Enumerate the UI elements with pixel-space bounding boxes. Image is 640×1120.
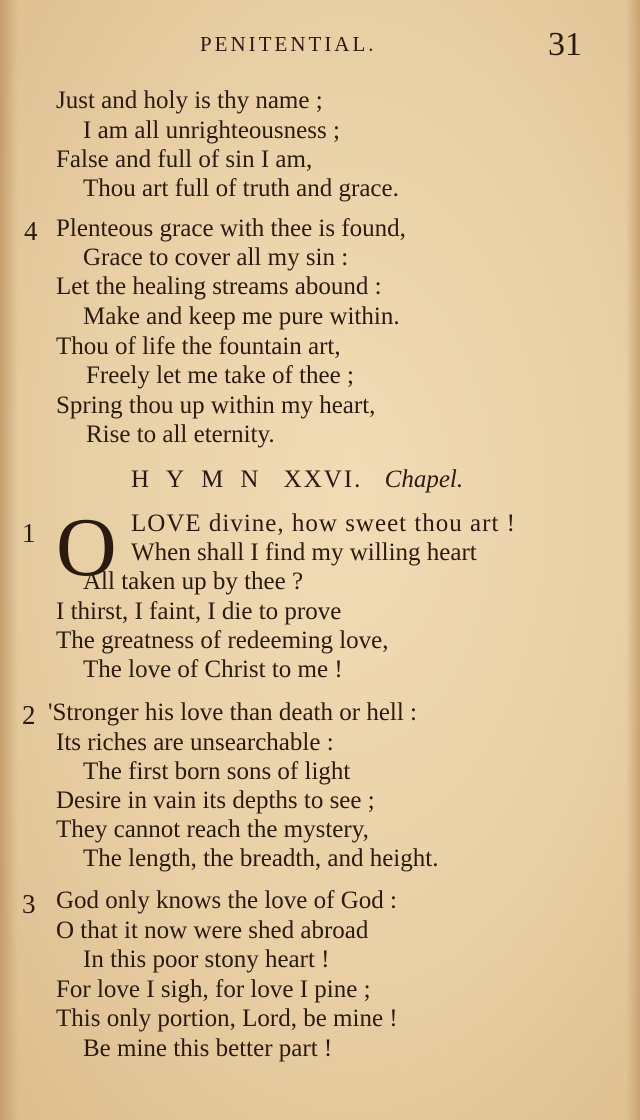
verse-number: 1 [22,518,36,548]
stanza-line: 'Stronger his love than death or hell : [48,699,418,726]
hymn-label: HYMN [131,466,276,493]
stanza-line: False and full of sin I am, [56,146,313,173]
page-edge-shadow-left [0,0,18,1120]
stanza-line: Let the healing streams abound : [56,273,382,300]
verse-number: 3 [22,889,36,919]
page-edge-shadow-right [626,0,640,1120]
stanza-line: When shall I find my willing heart [131,539,477,566]
stanza-line: Make and keep me pure within. [83,303,400,330]
stanza-line: Be mine this better part ! [83,1035,333,1062]
page-number: 31 [548,26,582,63]
stanza-line: I thirst, I faint, I die to prove [56,598,342,625]
stanza-line: Spring thou up within my heart, [56,392,376,419]
stanza-line: Thou of life the fountain art, [56,333,341,360]
stanza-line: O that it now were shed abroad [56,917,369,944]
verse-number: 2 [22,700,36,730]
stanza-line: All taken up by thee ? [83,568,304,595]
verse-number: 4 [24,216,38,246]
stanza-line: Grace to cover all my sin : [83,244,349,271]
stanza-line: The greatness of redeeming love, [56,627,389,654]
stanza-line: Desire in vain its depths to see ; [56,787,375,814]
stanza-line: Freely let me take of thee ; [86,362,354,389]
stanza-line: I am all unrighteousness ; [83,117,340,144]
stanza-line: God only knows the love of God : [56,887,397,914]
drop-cap: O [56,501,117,594]
hymn-tune: Chapel. [384,466,464,493]
stanza-line: They cannot reach the mystery, [56,816,369,843]
stanza-line: Its riches are unsearchable : [56,729,334,756]
stanza-line: This only portion, Lord, be mine ! [56,1005,398,1032]
stanza-line: The first born sons of light [83,758,351,785]
stanza-line: The love of Christ to me ! [83,656,343,683]
stanza-line: Plenteous grace with thee is found, [56,215,406,242]
stanza-line: Thou art full of truth and grace. [83,175,399,202]
running-head: PENITENTIAL. [200,32,377,56]
stanza-line: Just and holy is thy name ; [56,87,323,114]
stanza-line: LOVE divine, how sweet thou art ! [131,510,517,537]
stanza-line: For love I sigh, for love I pine ; [56,976,371,1003]
hymn-numeral: XXVI. [283,466,363,493]
stanza-line: The length, the breadth, and height. [83,845,439,872]
stanza-line: In this poor stony heart ! [83,946,330,973]
stanza-line: Rise to all eternity. [86,421,275,448]
hymn-title [131,466,463,494]
